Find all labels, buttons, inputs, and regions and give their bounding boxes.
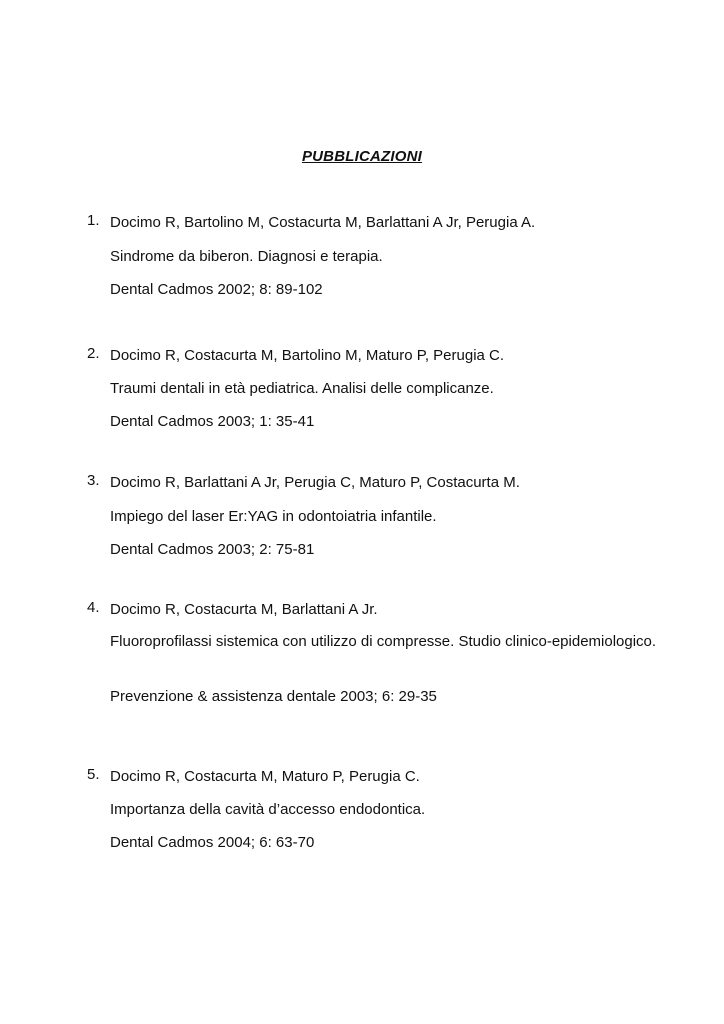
publication-source: Dental Cadmos 2002; 8: 89-102 bbox=[110, 281, 323, 298]
publication-number: 1. bbox=[87, 212, 100, 229]
publication-authors: Docimo R, Costacurta M, Maturo P, Perugia C. bbox=[110, 768, 420, 785]
publication-title: Impiego del laser Er:YAG in odontoiatria infantile. bbox=[110, 508, 437, 525]
publication-number: 3. bbox=[87, 472, 100, 489]
publication-number: 4. bbox=[87, 599, 100, 616]
page-title: PUBBLICAZIONI bbox=[301, 148, 423, 165]
publication-authors: Docimo R, Costacurta M, Barlattani A Jr. bbox=[110, 601, 378, 618]
publication-source: Dental Cadmos 2003; 2: 75-81 bbox=[110, 541, 315, 558]
publication-source: Dental Cadmos 2003; 1: 35-41 bbox=[110, 413, 315, 430]
publication-title: Importanza della cavità d’accesso endodontica. bbox=[110, 801, 426, 818]
publication-title: Traumi dentali in età pediatrica. Analisi delle complicanze. bbox=[110, 380, 494, 397]
publication-authors: Docimo R, Bartolino M, Costacurta M, Barlattani A Jr, Perugia A. bbox=[110, 214, 536, 231]
publication-title: Fluoroprofilassi sistemica con utilizzo di compresse. Studio clinico-epidemiologico. bbox=[110, 633, 657, 650]
publication-source: Prevenzione & assistenza dentale 2003; 6: 29-35 bbox=[110, 688, 437, 705]
publication-authors: Docimo R, Costacurta M, Bartolino M, Maturo P, Perugia C. bbox=[110, 347, 505, 364]
publication-authors: Docimo R, Barlattani A Jr, Perugia C, Maturo P, Costacurta M. bbox=[110, 474, 520, 491]
publication-source: Dental Cadmos 2004; 6: 63-70 bbox=[110, 834, 315, 851]
publication-title: Sindrome da biberon. Diagnosi e terapia. bbox=[110, 248, 383, 265]
publication-number: 5. bbox=[87, 766, 100, 783]
publication-number: 2. bbox=[87, 345, 100, 362]
